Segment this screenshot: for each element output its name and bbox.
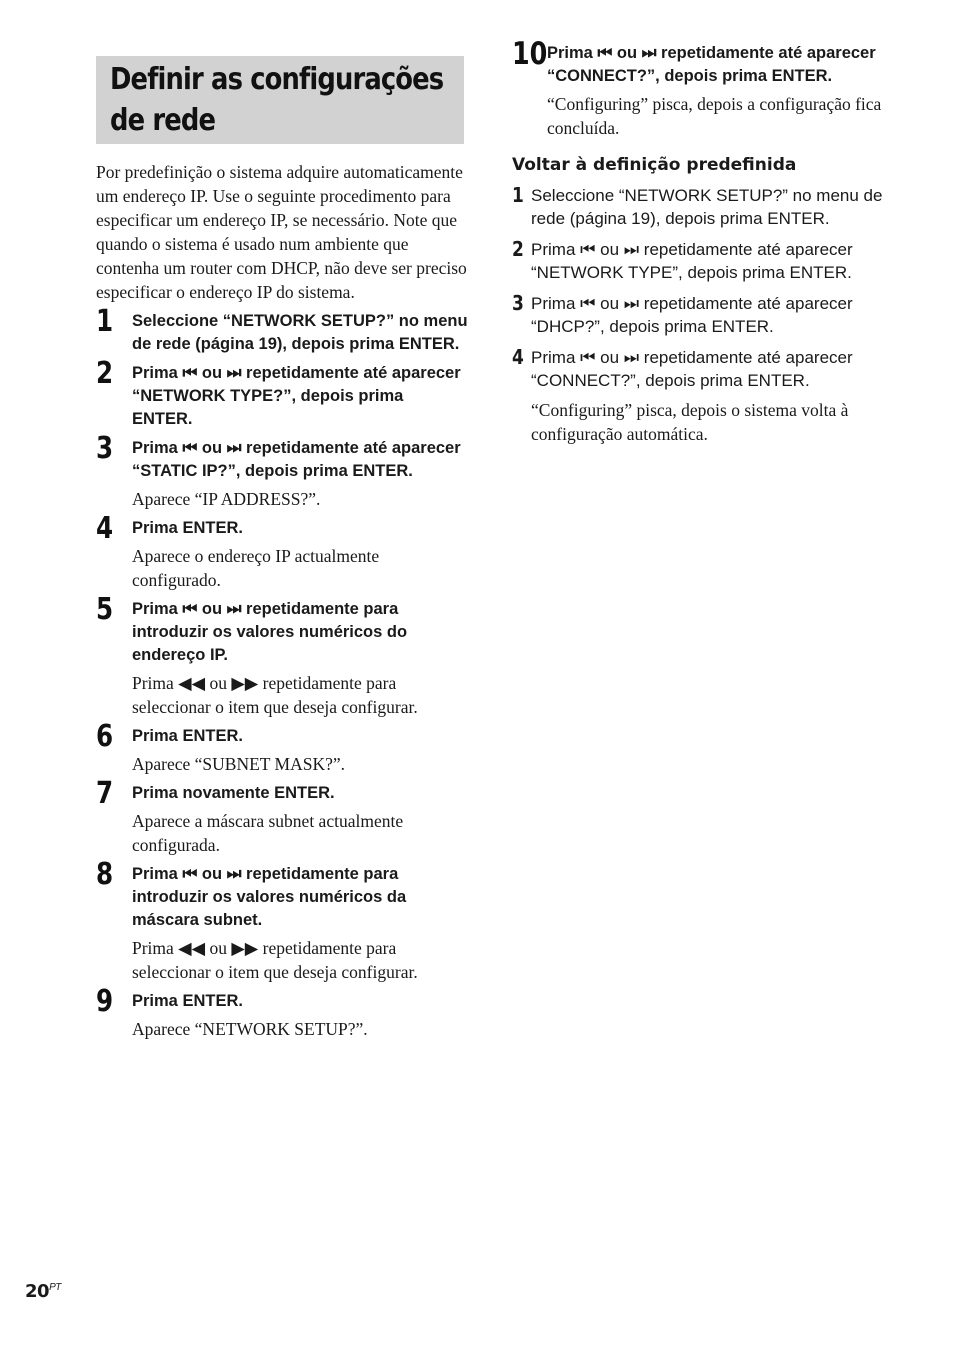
step-instruction: Prima ENTER. [132, 519, 243, 537]
step-note: Aparece a máscara subnet actualmente configurada. [132, 811, 404, 855]
step-instruction: Prima ENTER. [132, 992, 243, 1010]
step-instruction: Prima ⏮ ou ⏭ repetidamente até aparecer “NETWORK TYPE?”, depois prima ENTER. [132, 364, 461, 428]
step-note: Aparece o endereço IP actualmente configurado. [132, 546, 380, 590]
step-instruction: Prima ⏮ ou ⏭ repetidamente até aparecer “CONNECT?”, depois prima ENTER. [531, 348, 853, 390]
step-instruction: Prima ⏮ ou ⏭ repetidamente para introduzir os valores numéricos do endereço IP. [132, 600, 408, 664]
page-number-value: 20 [25, 1281, 50, 1302]
step-number: 7 [96, 776, 114, 811]
page-number [25, 1281, 61, 1302]
step-instruction: Seleccione “NETWORK SETUP?” no menu de rede (página 19), depois prima ENTER. [132, 312, 468, 353]
step-note: Prima ◀◀ ou ▶▶ repetidamente para seleccionar o item que deseja configurar. [132, 938, 418, 982]
step-number: 2 [96, 356, 114, 391]
step-1 [96, 304, 468, 356]
step-number: 4 [96, 511, 114, 546]
step-number: 1 [96, 304, 114, 339]
default-step-2 [512, 238, 884, 284]
step-number: 6 [96, 719, 114, 754]
step-instruction: Prima ⏮ ou ⏭ repetidamente até aparecer “CONNECT?”, depois prima ENTER. [547, 44, 876, 85]
right-column [512, 36, 884, 446]
step-note: “Configuring” pisca, depois a configuração fica concluída. [547, 94, 882, 138]
step-instruction: Prima ⏮ ou ⏭ repetidamente até aparecer “DHCP?”, depois prima ENTER. [531, 294, 853, 336]
step-9 [96, 984, 468, 1041]
step-number: 10 [512, 36, 548, 72]
step-number: 2 [512, 237, 524, 261]
step-instruction: Prima ⏮ ou ⏭ repetidamente até aparecer “STATIC IP?”, depois prima ENTER. [132, 439, 461, 480]
step-number: 1 [512, 183, 524, 207]
step-instruction: Prima ⏮ ou ⏭ repetidamente para introduzir os valores numéricos da máscara subnet. [132, 865, 407, 929]
step-note: Prima ◀◀ ou ▶▶ repetidamente para seleccionar o item que deseja configurar. [132, 673, 418, 717]
section-title-line-2: de rede [110, 103, 216, 138]
step-4 [96, 511, 468, 592]
default-step-1 [512, 184, 884, 230]
section-title [110, 59, 444, 141]
step-number: 4 [512, 345, 524, 369]
left-column [96, 160, 468, 1041]
page-language-code: PT [49, 1282, 61, 1293]
step-7 [96, 776, 468, 857]
step-note: Aparece “NETWORK SETUP?”. [132, 1019, 368, 1039]
step-number: 9 [96, 984, 114, 1019]
step-2 [96, 356, 468, 431]
step-number: 5 [96, 592, 114, 627]
default-note: “Configuring” pisca, depois o sistema volta à configuração automática. [531, 400, 849, 444]
section-title-box [96, 56, 464, 144]
section-title-line-1: Definir as configurações [110, 62, 444, 97]
step-instruction: Prima ENTER. [132, 727, 243, 745]
subsection-title: Voltar à definição predefinida [512, 155, 797, 175]
step-number: 3 [96, 431, 114, 466]
step-instruction: Prima ⏮ ou ⏭ repetidamente até aparecer “NETWORK TYPE”, depois prima ENTER. [531, 240, 853, 282]
default-step-3 [512, 292, 884, 338]
step-note: Aparece “IP ADDRESS?”. [132, 489, 321, 509]
step-number: 8 [96, 857, 114, 892]
step-instruction: Seleccione “NETWORK SETUP?” no menu de rede (página 19), depois prima ENTER. [531, 186, 883, 228]
step-10 [512, 36, 884, 140]
step-instruction: Prima novamente ENTER. [132, 784, 335, 802]
step-8 [96, 857, 468, 984]
step-number: 3 [512, 291, 524, 315]
step-3 [96, 431, 468, 511]
default-step-4 [512, 346, 884, 392]
intro-paragraph: Por predefinição o sistema adquire automaticamente um endereço IP. Use o seguinte procedimento para especificar um endereço IP, se necessário. Note que quando o sistema é usado num ambiente que contenha um router com DHCP, não deve ser preciso especificar o endereço IP do sistema. [96, 162, 467, 302]
step-note: Aparece “SUBNET MASK?”. [132, 754, 346, 774]
step-5 [96, 592, 468, 719]
step-6 [96, 719, 468, 776]
